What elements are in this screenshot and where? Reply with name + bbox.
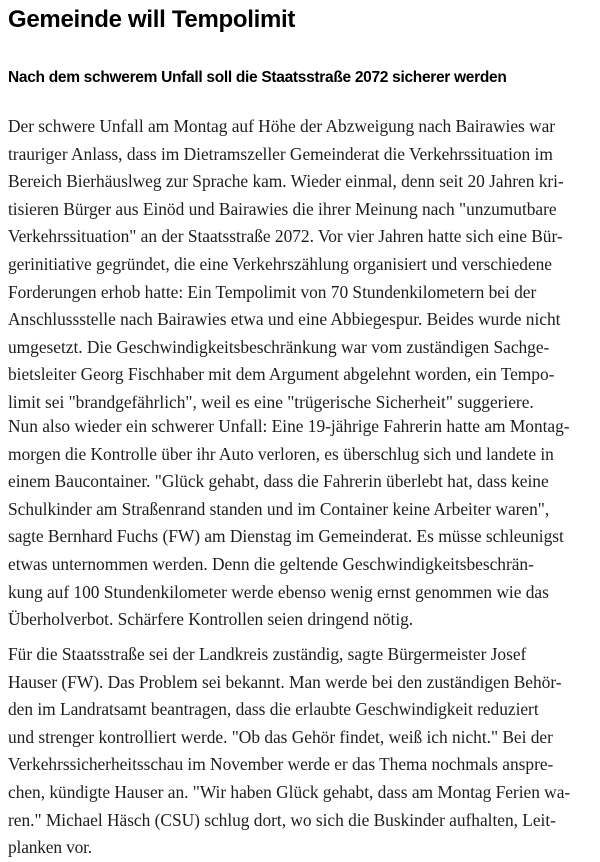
- article-subtitle: Nach dem schwerem Unfall soll die Staatsstraße 2072 sicherer werden: [8, 69, 507, 86]
- paragraph-line: morgen die Kontrolle über ihr Auto verloren, es überschlug sich und landete in: [8, 443, 554, 464]
- paragraph-line: Hauser (FW). Das Problem sei bekannt. Man werde bei den zuständigen Behör-: [8, 671, 562, 692]
- article-paragraph: [8, 413, 598, 634]
- paragraph-line: trauriger Anlass, dass im Dietramszeller Gemeinderat die Verkehrssituation im: [8, 143, 553, 164]
- paragraph-line: Überholverbot. Schärfere Kontrollen seien dringend nötig.: [8, 609, 414, 630]
- paragraph-line: und strenger kontrolliert werde. "Ob das Gehör findet, weiß ich nicht." Bei der: [8, 726, 553, 747]
- article-paragraph: [8, 641, 598, 862]
- paragraph-line: gerinitiative gegründet, die eine Verkehrszählung organisiert und verschiedene: [8, 253, 553, 274]
- paragraph-line: chen, kündigte Hauser an. "Wir haben Glück gehabt, dass am Montag Ferien wa-: [8, 781, 571, 802]
- article-paragraph: [8, 113, 598, 417]
- paragraph-line: Schulkinder am Straßenrand standen und im Container keine Arbeiter waren",: [8, 498, 550, 519]
- article-title: Gemeinde will Tempolimit: [8, 6, 296, 33]
- paragraph-line: Bereich Bierhäuslweg zur Sprache kam. Wieder einmal, denn seit 20 Jahren kri-: [8, 171, 564, 192]
- paragraph-line: den im Landratsamt beantragen, dass die erlaubte Geschwindigkeit reduziert: [8, 699, 539, 720]
- paragraph-line: einem Baucontainer. "Glück gehabt, dass die Fahrerin überlebt hat, dass keine: [8, 471, 549, 492]
- paragraph-line: Anschlussstelle nach Bairawies etwa und eine Abbiegespur. Beides wurde nicht: [8, 309, 561, 330]
- paragraph-line: kung auf 100 Stundenkilometer werde ebenso wenig ernst genommen wie das: [8, 581, 549, 602]
- paragraph-line: bietsleiter Georg Fischhaber mit dem Argument abgelehnt worden, ein Tempo-: [8, 364, 555, 385]
- paragraph-line: Nun also wieder ein schwerer Unfall: Eine 19-jährige Fahrerin hatte am Montag-: [8, 416, 570, 436]
- paragraph-line: tisieren Bürger aus Einöd und Bairawies die ihrer Meinung nach "unzumutbare: [8, 198, 557, 219]
- paragraph-line: Der schwere Unfall am Montag auf Höhe der Abzweigung nach Bairawies war: [8, 116, 556, 136]
- paragraph-line: planken vor.: [8, 837, 92, 858]
- paragraph-line: etwas unternommen werden. Denn die geltende Geschwindigkeitsbeschrän-: [8, 553, 534, 574]
- paragraph-line: umgesetzt. Die Geschwindigkeitsbeschränkung war vom zuständigen Sachge-: [8, 336, 550, 357]
- paragraph-line: ren." Michael Häsch (CSU) schlug dort, wo sich die Buskinder aufhalten, Leit-: [8, 809, 556, 830]
- paragraph-line: sagte Bernhard Fuchs (FW) am Dienstag im Gemeinderat. Es müsse schleunigst: [8, 526, 564, 547]
- paragraph-line: Forderungen erhob hatte: Ein Tempolimit von 70 Stundenkilometern bei der: [8, 281, 537, 302]
- paragraph-line: limit sei "brandgefährlich", weil es eine "trügerische Sicherheit" suggeriere.: [8, 391, 534, 412]
- paragraph-line: Für die Staatsstraße sei der Landkreis zuständig, sagte Bürgermeister Josef: [8, 644, 527, 664]
- paragraph-line: Verkehrssituation" an der Staatsstraße 2072. Vor vier Jahren hatte sich eine Bür-: [8, 226, 563, 247]
- paragraph-line: Verkehrssicherheitsschau im November werde er das Thema nochmals anspre-: [8, 754, 554, 775]
